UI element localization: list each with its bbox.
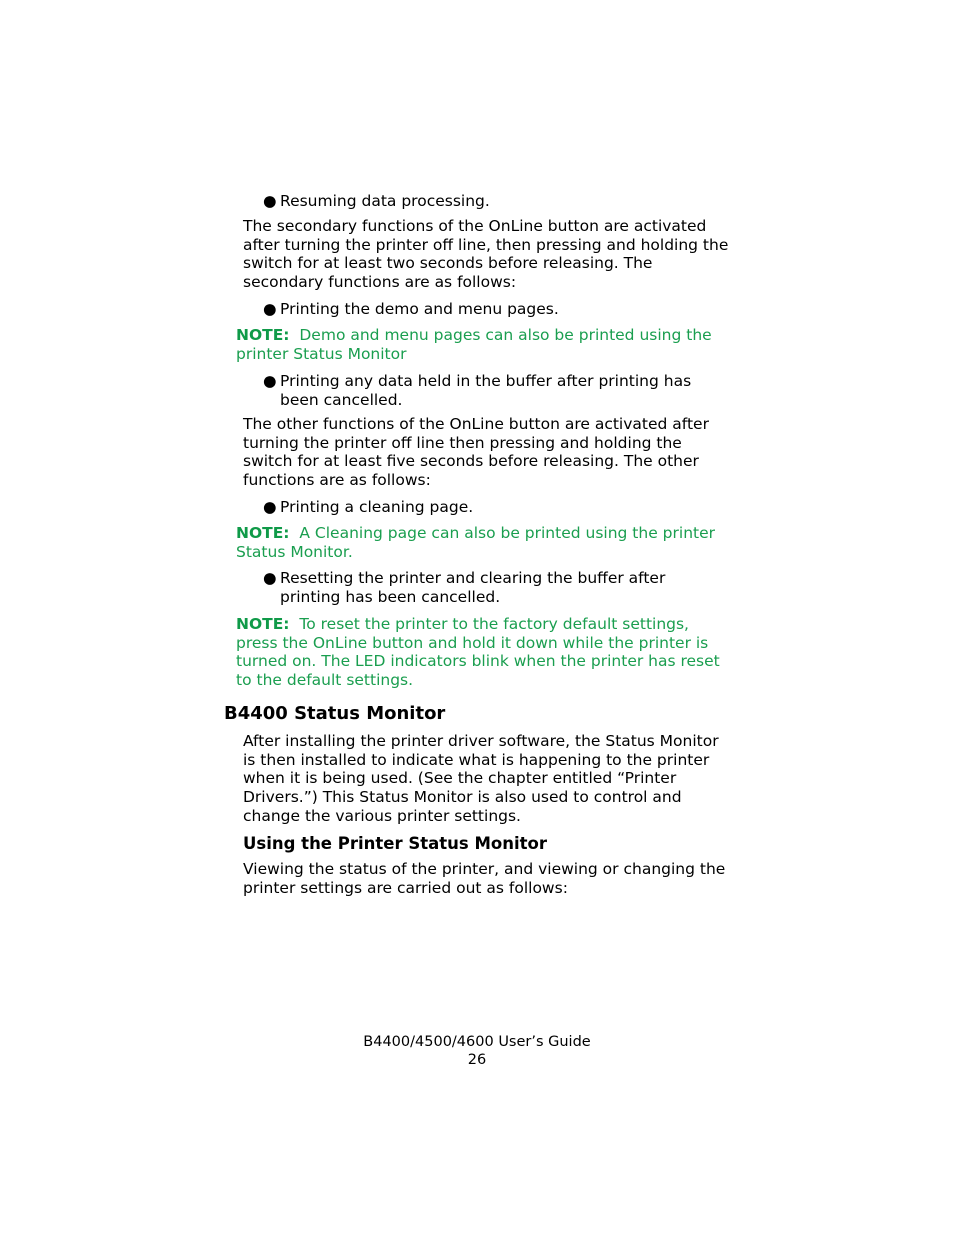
bullet-item [263,192,733,211]
note-demo-menu-pages [236,326,726,363]
bullet-dot-icon: ● [263,372,277,390]
bullet-dot-icon: ● [263,569,277,587]
paragraph-secondary-functions: The secondary functions of the OnLine button are activated after turning the printer off line, then pressing and holding the switch for at least two seconds before releasing. The secondary functions are as follows: [243,217,729,292]
bullet-dot-icon: ● [263,192,277,210]
bullet-dot-icon: ● [263,300,277,318]
subsection-heading: Using the Printer Status Monitor [243,834,547,853]
paragraph-status-monitor-intro: After installing the printer driver software, the Status Monitor is then installed to indicate what is happening to the printer when it is being used. (See the chapter entitled “Printer Drivers.”) This Status Monitor is also used to control and change the various printer settings. [243,732,719,825]
bullet-item [263,498,733,517]
section-heading: B4400 Status Monitor [224,703,446,724]
bullet-text: Printing any data held in the buffer after printing has been cancelled. [280,372,692,409]
paragraph-other-functions: The other functions of the OnLine button are activated after turning the printer off line then pressing and holding the switch for at least five seconds before releasing. The other functions are as follows: [243,415,709,490]
bullet-item [263,300,733,319]
bullet-dot-icon: ● [263,498,277,516]
bullet-item [263,372,723,409]
footer-page-number: 26 [467,1052,487,1068]
bullet-item [263,569,693,606]
bullet-text: Printing the demo and menu pages. [280,300,559,318]
note-cleaning-page [236,524,726,561]
bullet-text: Resuming data processing. [280,192,490,210]
note-text: To reset the printer to the factory default settings, press the OnLine button and hold it down while the printer is turned on. The LED indicators blink when the printer has reset to the default settings. [236,615,720,690]
note-label: NOTE: [236,326,290,344]
note-factory-reset [236,615,726,690]
footer-guide-title: B4400/4500/4600 User’s Guide [363,1034,591,1050]
note-label: NOTE: [236,615,290,633]
note-text: Demo and menu pages can also be printed using the printer Status Monitor [236,326,712,363]
note-label: NOTE: [236,524,290,542]
bullet-text: Printing a cleaning page. [280,498,474,516]
bullet-text: Resetting the printer and clearing the buffer after printing has been cancelled. [280,569,666,606]
note-text: A Cleaning page can also be printed using the printer Status Monitor. [236,524,715,561]
paragraph-viewing-status: Viewing the status of the printer, and viewing or changing the printer settings are carried out as follows: [243,860,726,897]
